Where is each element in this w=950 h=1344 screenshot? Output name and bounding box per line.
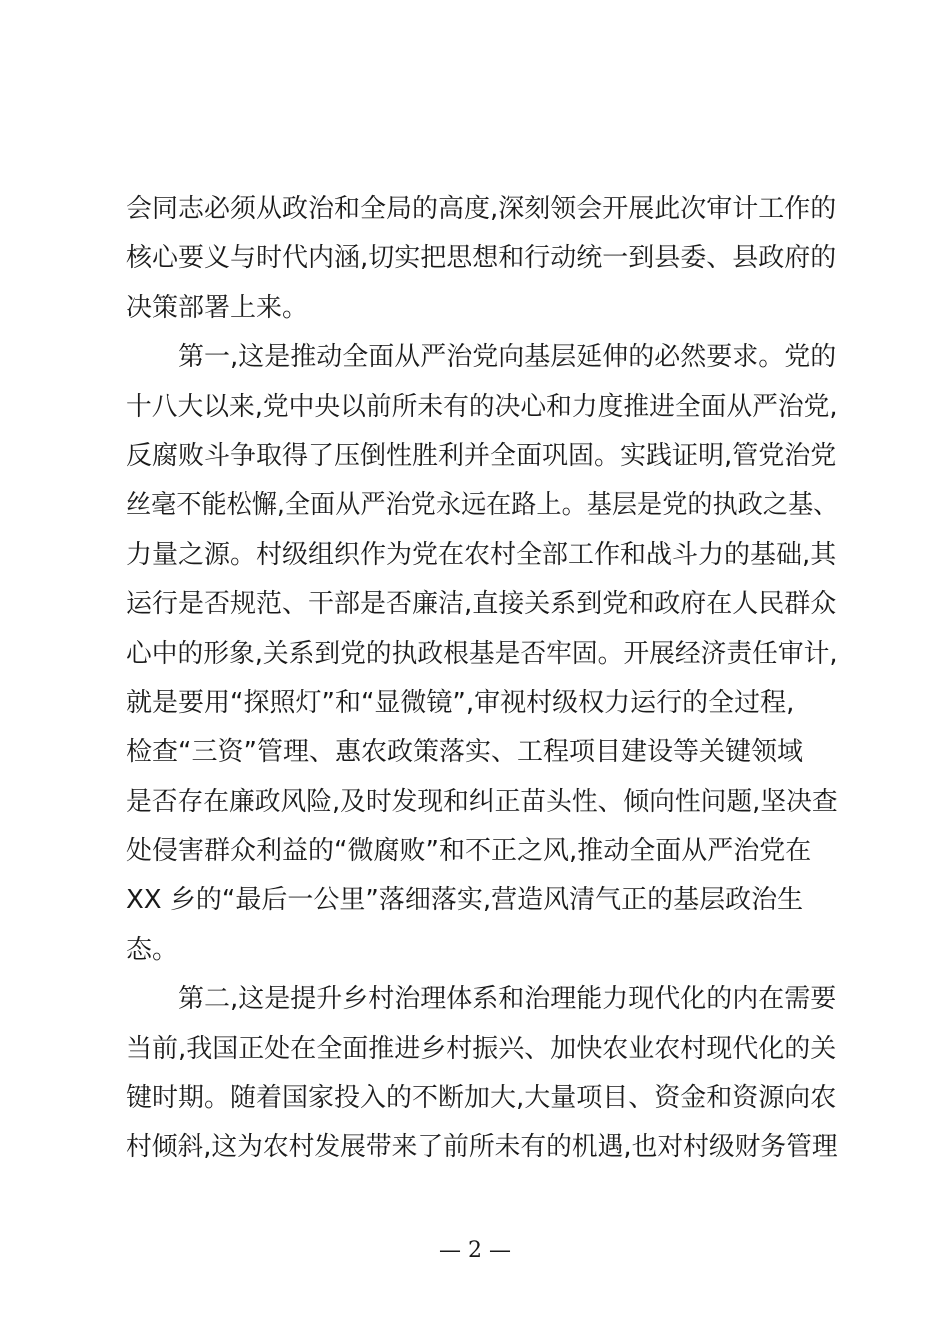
text-line: 是否存在廉政风险,及时发现和纠正苗头性、倾向性问题,坚决查 — [126, 786, 838, 817]
text-line: 力量之源。村级组织作为党在农村全部工作和战斗力的基础,其 — [126, 539, 837, 570]
text-line: 检查“三资”管理、惠农政策落实、工程项目建设等关键领域 — [126, 737, 803, 768]
text-line: 运行是否规范、干部是否廉洁,直接关系到党和政府在人民群众 — [126, 589, 837, 620]
text-line: 村倾斜,这为农村发展带来了前所未有的机遇,也对村级财务管理 — [126, 1132, 838, 1163]
text-line: 态。 — [126, 934, 179, 965]
text-line: 心中的形象,关系到党的执政根基是否牢固。开展经济责任审计, — [126, 638, 838, 669]
text-line: XX 乡的“最后一公里”落细落实,营造风清气正的基层政治生 — [126, 885, 804, 916]
text-line: 处侵害群众利益的“微腐败”和不正之风,推动全面从严治党在 — [126, 836, 812, 867]
text-line: 会同志必须从政治和全局的高度,深刻领会开展此次审计工作的 — [126, 194, 837, 224]
text-line: 反腐败斗争取得了压倒性胜利并全面巩固。实践证明,管党治党 — [126, 440, 837, 471]
text-line: 第二,这是提升乡村治理体系和治理能力现代化的内在需要 — [126, 984, 837, 1015]
page-number: — 2 — — [439, 1238, 511, 1263]
text-line: 核心要义与时代内涵,切实把思想和行动统一到县委、县政府的 — [126, 243, 837, 274]
text-line: 键时期。随着国家投入的不断加大,大量项目、资金和资源向农 — [126, 1083, 837, 1114]
text-line: 就是要用“探照灯”和“显微镜”,审视村级权力运行的全过程, — [126, 687, 795, 718]
text-line: 当前,我国正处在全面推进乡村振兴、加快农业农村现代化的关 — [126, 1033, 837, 1064]
body-text — [126, 185, 839, 1173]
text-line: 决策部署上来。 — [126, 292, 309, 323]
text-line: 第一,这是推动全面从严治党向基层延伸的必然要求。党的 — [126, 342, 837, 373]
text-line: 十八大以来,党中央以前所未有的决心和力度推进全面从严治党, — [126, 391, 838, 422]
text-line: 丝毫不能松懈,全面从严治党永远在路上。基层是党的执政之基、 — [126, 490, 839, 521]
